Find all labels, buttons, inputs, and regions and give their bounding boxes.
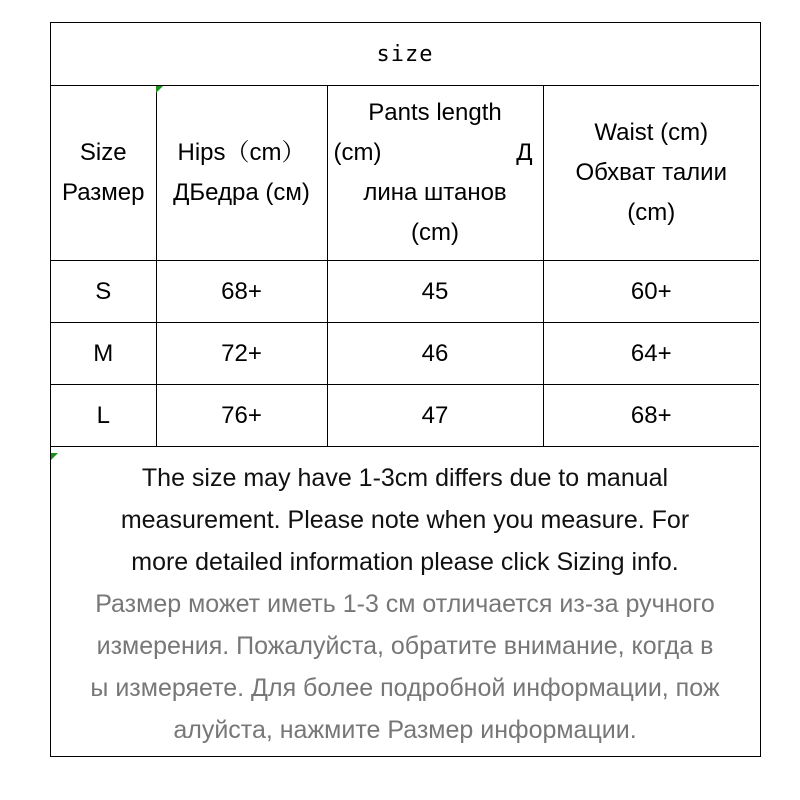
header-pants-length-line4: (cm) [411,219,459,246]
note-russian-line: алуйста, нажмите Размер информации. [173,716,637,744]
cell-size: L [51,385,156,447]
cell-hips: 76+ [156,385,327,447]
note-russian-line: измерения. Пожалуйста, обратите внимание, когда в [96,632,714,660]
header-pants-length-line1: Pants length [368,99,502,126]
cell-hips: 72+ [156,323,327,385]
header-size-ru: Размер [62,179,145,206]
note-english-line: The size may have 1-3cm differs due to manual [141,464,669,492]
header-size [51,86,156,261]
header-waist-unit: (cm) [627,199,676,226]
cell-waist: 68+ [543,385,759,447]
header-waist [543,86,759,261]
size-chart [50,22,761,757]
note-russian-line: Размер может иметь 1-3 см отличается из-за ручного [95,590,715,618]
header-pants-length [327,86,543,261]
header-pants-length-line3: лина штанов [363,179,507,206]
note-russian-line: ы измеряете. Для более подробной информации, пож [90,674,720,702]
cell-waist: 60+ [543,261,759,323]
header-row [51,86,759,261]
note-english [51,457,759,583]
table-row [51,261,759,323]
size-table [51,86,759,447]
cell-size: M [51,323,156,385]
header-size-en: Size [79,139,127,166]
header-waist-ru: Обхват талии [575,159,727,186]
cell-marker-icon [51,453,58,460]
table-row [51,385,759,447]
cell-hips: 68+ [156,261,327,323]
cell-pants-length: 46 [327,323,543,385]
header-waist-en: Waist (cm) [594,119,709,146]
cell-pants-length: 45 [327,261,543,323]
size-note [51,453,759,755]
header-pants-length-unit: (cm) [333,139,382,166]
cell-size: S [51,261,156,323]
note-english-line: more detailed information please click Sizing info. [131,548,679,576]
cell-pants-length: 47 [327,385,543,447]
cell-waist: 64+ [543,323,759,385]
chart-title: size [51,23,759,86]
note-russian [51,583,759,751]
header-pants-length-line2 [328,133,543,173]
header-hips-ru: ДБедра (см) [173,179,310,206]
note-english-line: measurement. Please note when you measure. For [120,506,690,534]
header-pants-length-ru-start: Д [516,139,533,166]
cell-marker-icon [156,86,163,93]
header-hips-en: Hips（cm） [177,139,306,166]
table-row [51,323,759,385]
header-hips [156,86,327,261]
